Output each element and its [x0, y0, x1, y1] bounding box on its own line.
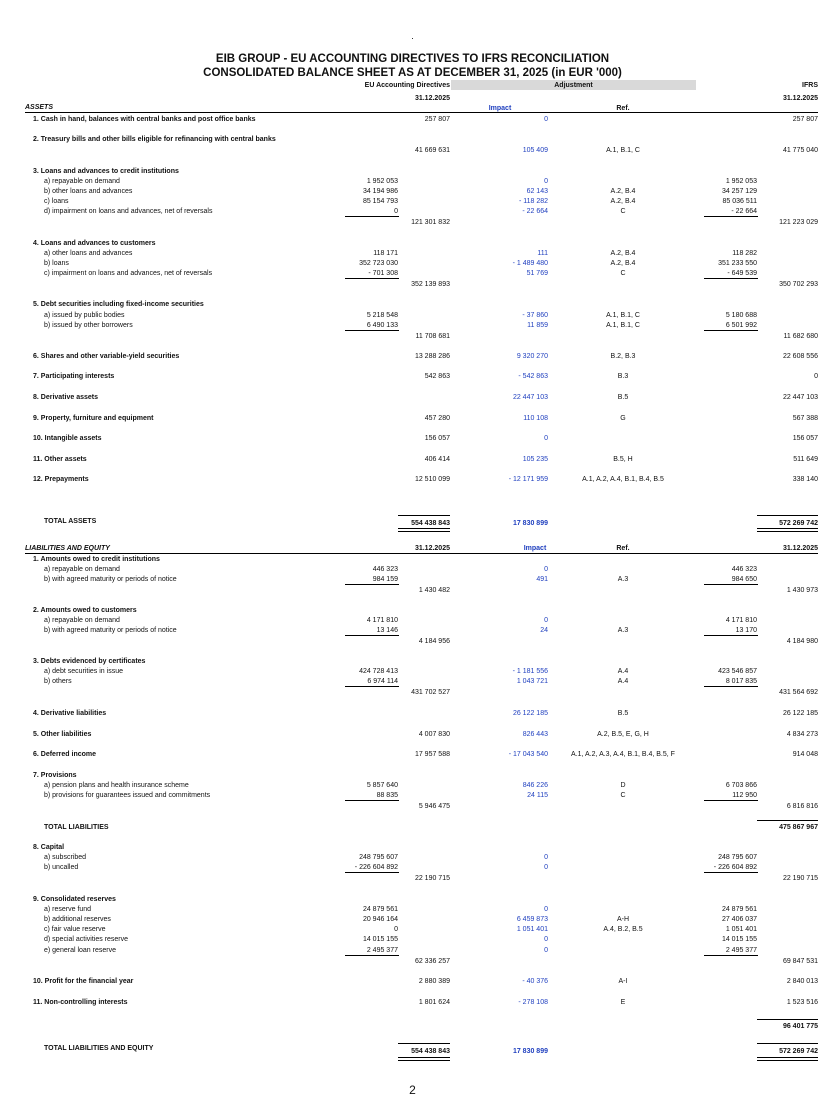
reference: A.1, A.2, A.4, B.1, B.4, B.5 — [582, 476, 664, 483]
ifrs-total-value: 69 847 531 — [782, 958, 818, 965]
sub-item-label: a) issued by public bodies — [44, 312, 125, 319]
impact-value: 0 — [544, 854, 548, 861]
ifrs-subtotal-rule — [704, 584, 758, 585]
eu-subtotal-rule — [345, 955, 399, 956]
impact-header-2: Impact — [523, 545, 547, 552]
eu-total-value: 1 801 624 — [418, 999, 450, 1006]
eu-sub-value: 13 146 — [376, 627, 398, 634]
ifrs-subtotal-rule — [704, 686, 758, 687]
eu-total-value: 542 863 — [424, 373, 450, 380]
ifrs-sub-value: 8 017 835 — [725, 678, 757, 685]
total-equity-top-rule — [757, 1019, 818, 1020]
reference: A.1, B.1, C — [606, 322, 640, 329]
eu-sub-value: 20 946 164 — [362, 916, 398, 923]
impact-value: 826 443 — [522, 731, 548, 738]
item-label: 2. Treasury bills and other bills eligible for refinancing with central banks — [33, 136, 276, 143]
ifrs-sub-value: 24 879 561 — [721, 906, 757, 913]
total-assets-ifrs-double-rule — [757, 528, 818, 532]
impact-value: 105 409 — [522, 147, 548, 154]
total-assets-ifrs-top-rule — [757, 515, 818, 516]
item-label: 3. Debts evidenced by certificates — [33, 658, 146, 665]
eu-subtotal-rule — [345, 686, 399, 687]
eu-sub-value: 6 974 114 — [367, 678, 398, 685]
impact-value: - 40 376 — [522, 978, 548, 985]
reference: E — [620, 999, 626, 1006]
ifrs-total-value: 257 807 — [792, 116, 818, 123]
sub-item-label: b) uncalled — [44, 864, 79, 871]
sub-item-label: a) repayable on demand — [44, 617, 120, 624]
liabilities-heading: LIABILITIES AND EQUITY — [25, 545, 110, 552]
eu-subtotal-rule — [345, 278, 399, 279]
ifrs-subtotal-rule — [704, 330, 758, 331]
total-liab-equity-label: TOTAL LIABILITIES AND EQUITY — [44, 1045, 154, 1052]
eu-sub-value: 4 171 810 — [366, 617, 398, 624]
reference: A.2, B.4 — [610, 260, 636, 267]
ifrs-sub-value: 34 257 129 — [721, 188, 757, 195]
ifrs-sub-value: 5 180 688 — [725, 312, 757, 319]
ifrs-total-value: 567 388 — [792, 415, 818, 422]
impact-value: 24 115 — [527, 792, 548, 799]
eu-subtotal-rule — [345, 872, 399, 873]
impact-value: 26 122 185 — [512, 710, 548, 717]
reference: B.3 — [617, 373, 629, 380]
ifrs-total-value: 914 048 — [792, 751, 818, 758]
ifrs-total-value: 0 — [814, 373, 818, 380]
eu-total-value: 17 957 588 — [414, 751, 450, 758]
assets-header-rule — [25, 112, 818, 113]
reference: A.1, B.1, C — [606, 147, 640, 154]
reference: A.2, B.4 — [610, 188, 636, 195]
eu-sub-value: 5 218 548 — [366, 312, 398, 319]
impact-value: - 118 282 — [518, 198, 548, 205]
sub-item-label: b) with agreed maturity or periods of notice — [44, 627, 177, 634]
ifrs-total-value: 6 816 816 — [786, 803, 818, 810]
ifrs-total-value: 431 564 692 — [779, 689, 818, 696]
eu-date-header: 31.12.2025 — [414, 95, 450, 102]
eu-sub-value: 424 728 413 — [359, 668, 398, 675]
ifrs-total-value: 350 702 293 — [779, 281, 818, 288]
reference: A-H — [616, 916, 630, 923]
reference: G — [620, 415, 626, 422]
item-label: 5. Other liabilities — [33, 731, 92, 738]
ifrs-total-value: 41 775 040 — [782, 147, 818, 154]
eu-sub-value: 14 015 155 — [362, 936, 398, 943]
total-assets-impact: 17 830 899 — [512, 520, 548, 527]
reference: A.4 — [617, 678, 629, 685]
item-label: 1. Amounts owed to credit institutions — [33, 556, 160, 563]
ifrs-sub-value: 423 546 857 — [718, 668, 757, 675]
item-label: 4. Loans and advances to customers — [33, 240, 156, 247]
sub-item-label: b) issued by other borrowers — [44, 322, 133, 329]
ifrs-sub-value: 6 703 866 — [725, 782, 757, 789]
ifrs-sub-value: - 226 604 892 — [713, 864, 757, 871]
eu-total-value: 2 880 389 — [418, 978, 450, 985]
reference: A.2, B.4 — [610, 250, 636, 257]
ifrs-sub-value: 13 170 — [735, 627, 757, 634]
ifrs-sub-value: - 649 539 — [727, 270, 757, 277]
ifrs-total-value: 22 190 715 — [782, 875, 818, 882]
eu-sub-value: - 226 604 892 — [354, 864, 398, 871]
ifrs-sub-value: 4 171 810 — [725, 617, 757, 624]
item-label: 9. Property, furniture and equipment — [33, 415, 154, 422]
ifrs-sub-value: 85 036 511 — [722, 198, 757, 205]
ifrs-column-header: IFRS — [802, 82, 818, 89]
item-label: 6. Deferred income — [33, 751, 97, 758]
reference: A.2, B.5, E, G, H — [597, 731, 649, 738]
impact-value: 0 — [544, 864, 548, 871]
ifrs-total-value: 156 057 — [792, 435, 818, 442]
sub-item-label: c) fair value reserve — [44, 926, 106, 933]
total-assets-eu-double-rule — [398, 528, 450, 532]
impact-value: 62 143 — [526, 188, 548, 195]
impact-value: 0 — [544, 617, 548, 624]
impact-value: - 1 489 480 — [512, 260, 548, 267]
impact-value: 0 — [544, 116, 548, 123]
impact-value: 0 — [544, 936, 548, 943]
ifrs-sub-value: 351 233 550 — [718, 260, 757, 267]
item-label: 8. Capital — [33, 844, 65, 851]
eu-sub-value: 0 — [394, 208, 398, 215]
item-label: 10. Profit for the financial year — [33, 978, 134, 985]
reference: A.3 — [617, 576, 629, 583]
reference: B.2, B.3 — [610, 353, 636, 360]
item-label: 7. Provisions — [33, 772, 77, 779]
total-liabilities-label: TOTAL LIABILITIES — [44, 824, 109, 831]
eu-subtotal-rule — [345, 635, 399, 636]
ref-header-2: Ref. — [616, 545, 630, 552]
eu-sub-value: 2 495 377 — [366, 947, 398, 954]
total-assets-eu-top-rule — [398, 515, 450, 516]
sub-item-label: d) special activities reserve — [44, 936, 129, 943]
impact-value: 51 769 — [526, 270, 548, 277]
item-label: 5. Debt securities including fixed-income securities — [33, 301, 204, 308]
impact-value: 0 — [544, 566, 548, 573]
impact-value: - 12 171 959 — [508, 476, 548, 483]
ifrs-sub-value: 6 501 992 — [725, 322, 757, 329]
sub-item-label: a) repayable on demand — [44, 566, 120, 573]
eu-total-value: 1 430 482 — [418, 587, 450, 594]
eu-total-value: 156 057 — [424, 435, 450, 442]
item-label: 3. Loans and advances to credit institutions — [33, 168, 179, 175]
ifrs-total-value: 4 834 273 — [786, 731, 818, 738]
impact-value: - 22 664 — [522, 208, 548, 215]
ifrs-sub-value: 2 495 377 — [725, 947, 757, 954]
eu-total-value: 431 702 527 — [411, 689, 450, 696]
sub-item-label: a) repayable on demand — [44, 178, 120, 185]
item-label: 4. Derivative liabilities — [33, 710, 107, 717]
eu-sub-value: 34 194 986 — [362, 188, 398, 195]
eu-total-value: 11 708 681 — [415, 333, 450, 340]
ifrs-total-value: 26 122 185 — [782, 710, 818, 717]
eu-subtotal-rule — [345, 800, 399, 801]
ifrs-total-value: 11 682 680 — [783, 333, 818, 340]
sub-item-label: c) impairment on loans and advances, net of reversals — [44, 270, 213, 277]
eu-subtotal-rule — [345, 330, 399, 331]
item-label: 7. Participating interests — [33, 373, 115, 380]
eu-total-value: 352 139 893 — [411, 281, 450, 288]
ifrs-sub-value: 14 015 155 — [721, 936, 757, 943]
sub-item-label: d) impairment on loans and advances, net of reversals — [44, 208, 213, 215]
adjustment-column-header: Adjustment — [554, 82, 593, 89]
tle-eu: 554 438 843 — [411, 1048, 450, 1055]
ifrs-sub-value: 984 650 — [731, 576, 757, 583]
eu-total-value: 4 007 830 — [418, 731, 450, 738]
sub-item-label: e) general loan reserve — [44, 947, 116, 954]
impact-value: 22 447 103 — [512, 394, 548, 401]
eu-total-value: 12 510 099 — [414, 476, 450, 483]
item-label: 9. Consolidated reserves — [33, 896, 116, 903]
eu-total-value: 457 280 — [424, 415, 450, 422]
reference: A.4 — [617, 668, 629, 675]
eu-sub-value: 88 835 — [376, 792, 398, 799]
eu-subtotal-rule — [345, 216, 399, 217]
eu-total-value: 5 946 475 — [418, 803, 450, 810]
item-label: 1. Cash in hand, balances with central banks and post office banks — [33, 116, 256, 123]
sub-item-label: b) others — [44, 678, 72, 685]
sub-item-label: b) other loans and advances — [44, 188, 133, 195]
impact-value: 0 — [544, 178, 548, 185]
item-label: 2. Amounts owed to customers — [33, 607, 137, 614]
impact-header: Impact — [488, 105, 512, 112]
ifrs-sub-value: 118 282 — [732, 250, 757, 257]
impact-value: 6 459 873 — [516, 916, 548, 923]
sub-item-label: a) other loans and advances — [44, 250, 133, 257]
reference: A-I — [618, 978, 628, 985]
sub-item-label: a) reserve fund — [44, 906, 92, 913]
ifrs-total-value: 1 523 516 — [786, 999, 818, 1006]
sub-item-label: b) additional reserves — [44, 916, 111, 923]
liabilities-header-rule — [25, 553, 818, 554]
total-assets-label: TOTAL ASSETS — [44, 518, 97, 525]
eu-sub-value: 1 952 053 — [366, 178, 398, 185]
impact-value: 105 235 — [522, 456, 548, 463]
eu-sub-value: 248 795 607 — [359, 854, 398, 861]
sub-item-label: a) subscribed — [44, 854, 87, 861]
eu-sub-value: 85 154 793 — [362, 198, 398, 205]
impact-value: - 542 863 — [518, 373, 548, 380]
eu-total-value: 22 190 715 — [414, 875, 450, 882]
eu-sub-value: - 701 308 — [368, 270, 398, 277]
item-label: 11. Other assets — [33, 456, 87, 463]
item-label: 12. Prepayments — [33, 476, 89, 483]
ifrs-subtotal-rule — [704, 216, 758, 217]
tle-impact: 17 830 899 — [512, 1048, 548, 1055]
eu-subtotal-rule — [345, 584, 399, 585]
item-label: 6. Shares and other variable-yield securities — [33, 353, 180, 360]
total-assets-ifrs: 572 269 742 — [779, 520, 818, 527]
ifrs-sub-value: 248 795 607 — [718, 854, 757, 861]
eu-sub-value: 5 857 640 — [366, 782, 398, 789]
eu-total-value: 406 414 — [424, 456, 450, 463]
tle-ifrs-top-rule — [757, 1043, 818, 1044]
item-label: 10. Intangible assets — [33, 435, 102, 442]
eu-sub-value: 446 323 — [372, 566, 398, 573]
eu-total-value: 41 669 631 — [414, 147, 450, 154]
ifrs-subtotal-rule — [704, 635, 758, 636]
reference: A.2, B.4 — [610, 198, 636, 205]
sub-item-label: a) debt securities in issue — [44, 668, 123, 675]
reference: D — [620, 782, 626, 789]
ifrs-sub-value: - 22 664 — [731, 208, 757, 215]
reference: A.1, B.1, C — [606, 312, 640, 319]
ifrs-sub-value: 1 952 053 — [725, 178, 757, 185]
ifrs-date-header-2: 31.12.2025 — [782, 545, 818, 552]
sub-item-label: c) loans — [44, 198, 69, 205]
impact-value: - 37 860 — [522, 312, 548, 319]
item-label: 11. Non-controlling interests — [33, 999, 128, 1006]
impact-value: 0 — [544, 906, 548, 913]
impact-value: 11 859 — [527, 322, 548, 329]
sub-item-label: b) provisions for guarantees issued and commitments — [44, 792, 211, 799]
ref-header: Ref. — [616, 105, 630, 112]
impact-value: 9 320 270 — [516, 353, 548, 360]
ifrs-subtotal-rule — [704, 278, 758, 279]
ifrs-total-value: 22 608 556 — [782, 353, 818, 360]
reference: C — [620, 208, 626, 215]
impact-value: 1 051 401 — [516, 926, 548, 933]
ifrs-sub-value: 112 950 — [732, 792, 757, 799]
reference: A.4, B.2, B.5 — [603, 926, 643, 933]
eu-total-value: 13 288 286 — [414, 353, 450, 360]
eu-total-value: 121 301 832 — [411, 219, 450, 226]
page-subtitle: CONSOLIDATED BALANCE SHEET AS AT DECEMBER 31, 2025 (in EUR '000) — [203, 67, 622, 79]
ifrs-sub-value: 446 323 — [731, 566, 757, 573]
ifrs-total-value: 121 223 029 — [779, 219, 818, 226]
ifrs-total-value: 4 184 980 — [786, 638, 818, 645]
eu-total-value: 4 184 956 — [418, 638, 450, 645]
reference: C — [620, 792, 626, 799]
impact-value: - 17 043 540 — [508, 751, 548, 758]
ifrs-total-value: 338 140 — [792, 476, 818, 483]
eu-date-header-2: 31.12.2025 — [414, 545, 450, 552]
reference: B.5 — [617, 394, 629, 401]
impact-value: - 1 181 556 — [512, 668, 548, 675]
impact-value: 1 043 721 — [516, 678, 548, 685]
eu-sub-value: 352 723 030 — [359, 260, 398, 267]
reference: B.5, H — [613, 456, 633, 463]
total-assets-eu: 554 438 843 — [411, 520, 450, 527]
tle-ifrs: 572 269 742 — [779, 1048, 818, 1055]
total-liabilities-ifrs: 475 867 967 — [779, 824, 818, 831]
eu-sub-value: 0 — [394, 926, 398, 933]
eu-sub-value: 984 159 — [372, 576, 398, 583]
page-number: 2 — [409, 1083, 416, 1097]
impact-value: 111 — [537, 250, 548, 257]
reference: A.3 — [617, 627, 629, 634]
impact-value: 0 — [544, 435, 548, 442]
tle-ifrs-double-rule — [757, 1057, 818, 1061]
eu-sub-value: 24 879 561 — [362, 906, 398, 913]
reference: C — [620, 270, 626, 277]
reference: B.5 — [617, 710, 629, 717]
eu-column-header: EU Accounting Directives — [364, 82, 450, 89]
eu-sub-value: 118 171 — [373, 250, 398, 257]
ifrs-sub-value: 1 051 401 — [725, 926, 757, 933]
ifrs-subtotal-rule — [704, 872, 758, 873]
page-title: EIB GROUP - EU ACCOUNTING DIRECTIVES TO IFRS RECONCILIATION — [215, 53, 610, 65]
ifrs-total-value: 2 840 013 — [786, 978, 818, 985]
item-label: 8. Derivative assets — [33, 394, 98, 401]
tle-eu-top-rule — [398, 1043, 450, 1044]
impact-value: 491 — [536, 576, 548, 583]
sub-item-label: a) pension plans and health insurance scheme — [44, 782, 189, 789]
impact-value: - 278 108 — [518, 999, 548, 1006]
total-liabilities-top-rule — [757, 820, 818, 821]
sub-item-label: b) with agreed maturity or periods of notice — [44, 576, 177, 583]
ifrs-sub-value: 27 406 037 — [721, 916, 757, 923]
ifrs-total-value: 511 649 — [793, 456, 818, 463]
ifrs-subtotal-rule — [704, 800, 758, 801]
eu-total-value: 62 336 257 — [414, 958, 450, 965]
ifrs-subtotal-rule — [704, 955, 758, 956]
page-dot — [412, 38, 413, 39]
eu-total-value: 257 807 — [424, 116, 450, 123]
ifrs-total-value: 22 447 103 — [782, 394, 818, 401]
assets-heading: ASSETS — [25, 104, 54, 111]
tle-eu-double-rule — [398, 1057, 450, 1061]
sub-item-label: b) loans — [44, 260, 69, 267]
ifrs-date-header: 31.12.2025 — [782, 95, 818, 102]
eu-sub-value: 6 490 133 — [366, 322, 398, 329]
reference: A.1, A.2, A.3, A.4, B.1, B.4, B.5, F — [571, 751, 675, 758]
ifrs-total-value: 1 430 973 — [786, 587, 818, 594]
impact-value: 846 226 — [522, 782, 548, 789]
impact-value: 110 108 — [523, 415, 548, 422]
impact-value: 0 — [544, 947, 548, 954]
total-equity-ifrs: 96 401 775 — [782, 1023, 818, 1030]
impact-value: 24 — [540, 627, 548, 634]
